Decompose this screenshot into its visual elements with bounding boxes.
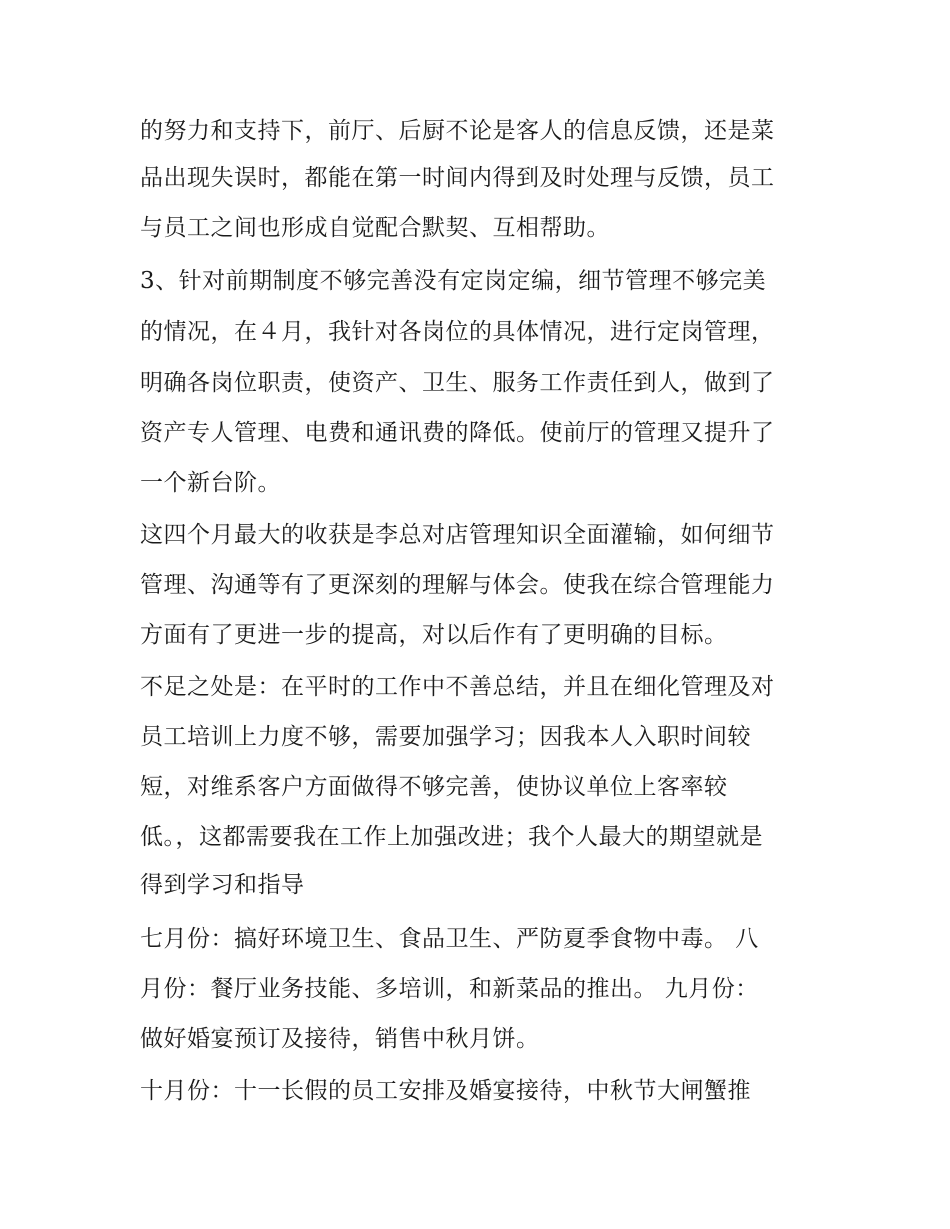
- text-line: 这四个月最大的收获是李总对店管理知识全面灌输，如何细节: [140, 522, 775, 548]
- text-line: 得到学习和指导: [140, 872, 305, 898]
- text-line: 一个新台阶。: [140, 470, 281, 496]
- text-line: 做好婚宴预订及接待，销售中秋月饼。: [140, 1026, 540, 1052]
- text-line: 不足之处是：在平时的工作中不善总结，并且在细化管理及对: [140, 674, 775, 700]
- text-line: 资产专人管理、电费和通讯费的降低。使前厅的管理又提升了: [140, 420, 775, 446]
- text-line: 短，对维系客户方面做得不够完善，使协议单位上客率较: [140, 774, 728, 800]
- text-line: 的努力和支持下，前厅、后厨不论是客人的信息反馈，还是菜: [140, 118, 775, 144]
- text-line: 员工培训上力度不够，需要加强学习；因我本人入职时间较: [140, 724, 751, 750]
- text-line: 品出现失误时，都能在第一时间内得到及时处理与反馈，员工: [140, 165, 775, 191]
- text-line: 管理、沟通等有了更深刻的理解与体会。使我在综合管理能力: [140, 572, 775, 598]
- text-line: 七月份：搞好环境卫生、食品卫生、严防夏季食物中毒。 八: [140, 926, 759, 952]
- text-line: 月份：餐厅业务技能、多培训，和新菜品的推出。 九月份：: [140, 976, 759, 1002]
- text-line: 方面有了更进一步的提高，对以后作有了更明确的目标。: [140, 622, 728, 648]
- text-line: 十月份：十一长假的员工安排及婚宴接待，中秋节大闸蟹推: [140, 1078, 751, 1104]
- text-line: 3、针对前期制度不够完善没有定岗定编，细节管理不够完美: [140, 268, 767, 294]
- text-line: 的情况，在４月，我针对各岗位的具体情况，进行定岗管理，: [140, 319, 775, 345]
- text-line: 与员工之间也形成自觉配合默契、互相帮助。: [140, 215, 610, 241]
- text-line: 低。，这都需要我在工作上加强改进；我个人最大的期望就是: [140, 824, 763, 850]
- text-line: 明确各岗位职责，使资产、卫生、服务工作责任到人，做到了: [140, 370, 775, 396]
